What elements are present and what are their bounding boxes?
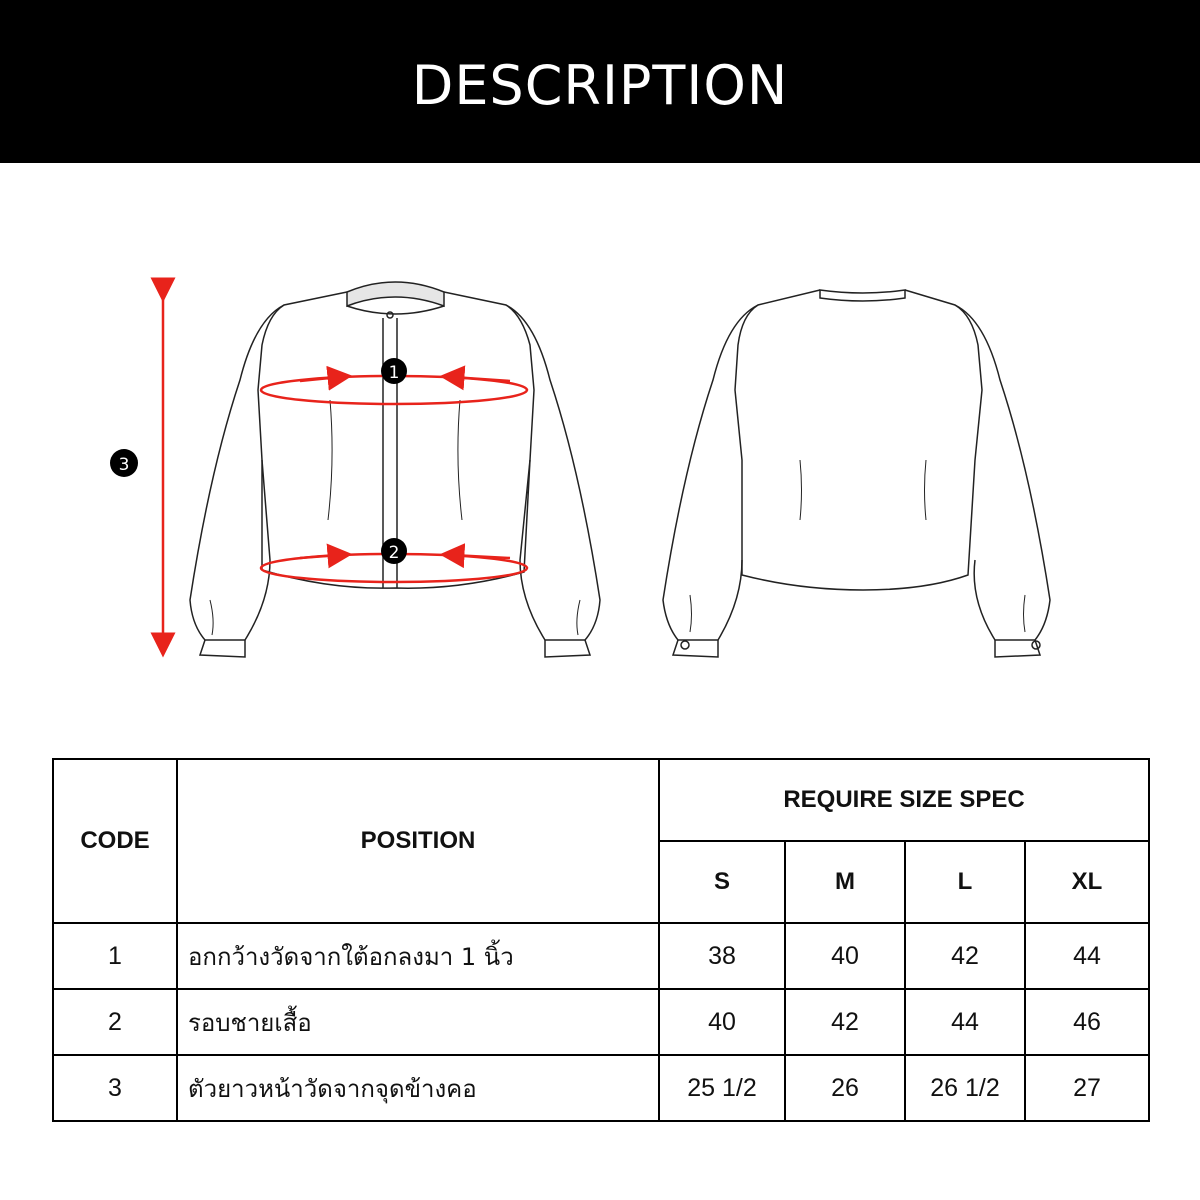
svg-text:2: 2 — [388, 543, 400, 563]
position-header: POSITION — [177, 759, 659, 923]
row-value-l: 26 1/2 — [905, 1055, 1025, 1121]
table-row — [53, 923, 1149, 989]
row-value-xl: 46 — [1025, 989, 1149, 1055]
row-value-s: 25 1/2 — [659, 1055, 785, 1121]
row-value-m: 40 — [785, 923, 905, 989]
size-spec-header: REQUIRE SIZE SPEC — [659, 759, 1149, 841]
row-value-s: 38 — [659, 923, 785, 989]
svg-text:3: 3 — [118, 455, 130, 475]
marker-2 — [381, 538, 407, 564]
page-title: DESCRIPTION — [411, 54, 789, 117]
front-view-shirt — [190, 282, 600, 657]
size-header-s: S — [659, 841, 785, 923]
code-header: CODE — [53, 759, 177, 923]
row-value-xl: 44 — [1025, 923, 1149, 989]
row-value-m: 42 — [785, 989, 905, 1055]
back-view-shirt — [663, 290, 1050, 657]
table-header-row — [53, 759, 1149, 841]
row-code: 3 — [53, 1055, 177, 1121]
row-value-s: 40 — [659, 989, 785, 1055]
row-position: อกกว้างวัดจากใต้อกลงมา 1 นิ้ว — [177, 923, 659, 989]
row-value-l: 44 — [905, 989, 1025, 1055]
size-spec-table — [52, 758, 1150, 1122]
table-row — [53, 989, 1149, 1055]
table-row — [53, 1055, 1149, 1121]
garment-illustration — [0, 163, 1200, 723]
header-banner — [0, 0, 1200, 163]
row-value-m: 26 — [785, 1055, 905, 1121]
row-code: 2 — [53, 989, 177, 1055]
row-code: 1 — [53, 923, 177, 989]
row-value-xl: 27 — [1025, 1055, 1149, 1121]
row-position: รอบชายเสื้อ — [177, 989, 659, 1055]
size-header-l: L — [905, 841, 1025, 923]
size-header-xl: XL — [1025, 841, 1149, 923]
marker-1 — [381, 358, 407, 384]
marker-3 — [110, 449, 138, 477]
size-header-m: M — [785, 841, 905, 923]
row-value-l: 42 — [905, 923, 1025, 989]
row-position: ตัวยาวหน้าวัดจากจุดข้างคอ — [177, 1055, 659, 1121]
svg-text:1: 1 — [388, 363, 400, 383]
